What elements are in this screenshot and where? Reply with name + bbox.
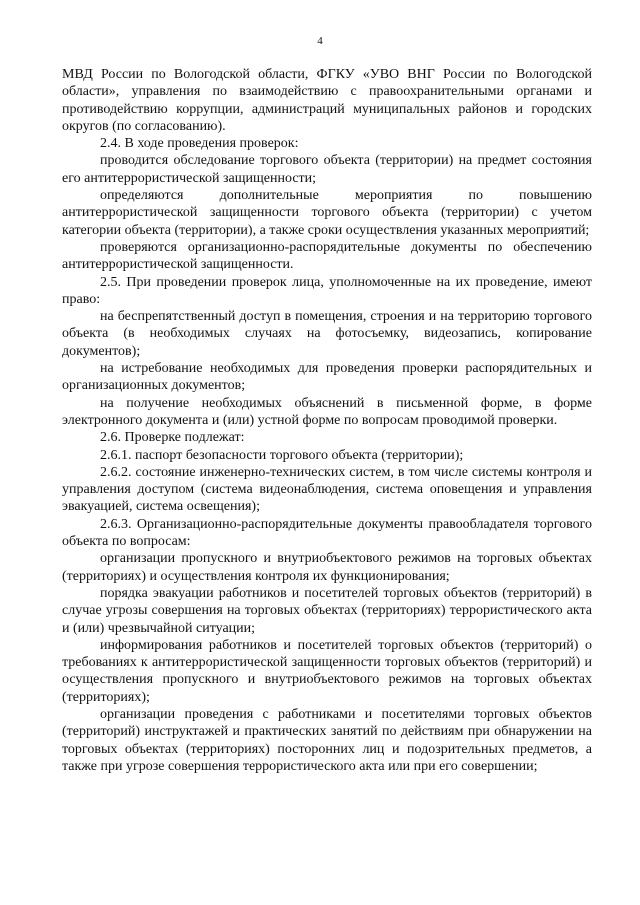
- paragraph: порядка эвакуации работников и посетителей торговых объектов (территорий) в случае угрозы совершения на торговых объектах (территориях) террористического акта и (или) чрезвычайной ситуации;: [62, 585, 592, 636]
- paragraph: организации пропускного и внутриобъектового режимов на торговых объектах (территориях) и осуществления контроля их функционирования;: [62, 551, 592, 584]
- paragraph: 2.4. В ходе проведения проверок:: [100, 136, 299, 152]
- paragraph: организации проведения с работниками и посетителями торговых объектов (территорий) инструктажей и практических занятий по действиям при обнаружении на торговых объектах (территориях) посторонних лиц и подозрительных предметов, а также при угрозе совершения террористического акта или при его совершении;: [62, 706, 592, 774]
- paragraph: информирования работников и посетителей торговых объектов (территорий) о требованиях к антитеррористической защищенности торговых объектов (территорий) и осуществления пропускного и внутриобъектового режимов на торговых объектах (территориях);: [62, 637, 592, 705]
- paragraph: определяются дополнительные мероприятия по повышению антитеррористической защищенности торгового объекта (территории) с учетом категории объекта (территории), а также сроки осуществления указанных мероприятий;: [62, 188, 592, 238]
- body-text: [62, 66, 592, 775]
- paragraph: на получение необходимых объяснений в письменной форме, в форме электронного документа и (или) устной форме по вопросам проводимой проверки.: [62, 395, 592, 428]
- paragraph: проверяются организационно-распорядительные документы по обеспечению антитеррористической защищенности.: [62, 239, 592, 273]
- paragraph: МВД России по Вологодской области, ФГКУ «УВО ВНГ России по Вологодской области», управления по взаимодействию с правоохранительными органами и противодействию коррупции, администраций муниципальных районов и городских округов (по согласованию).: [62, 67, 592, 134]
- paragraph: 2.6.3. Организационно-распорядительные документы правообладателя торгового объекта по вопросам:: [62, 516, 592, 550]
- paragraph: 2.6.1. паспорт безопасности торгового объекта (территории);: [100, 447, 464, 463]
- paragraph: 2.6. Проверке подлежат:: [100, 430, 245, 446]
- paragraph: 2.5. При проведении проверок лица, уполномоченные на их проведение, имеют право:: [62, 274, 592, 307]
- paragraph: на беспрепятственный доступ в помещения, строения и на территорию торгового объекта (в необходимых случаях на фотосъемку, видеозапись, копирование документов);: [62, 309, 592, 359]
- page-number: 4: [317, 35, 323, 47]
- paragraph: проводится обследование торгового объекта (территории) на предмет состояния его антитеррористической защищенности;: [62, 153, 592, 186]
- paragraph: на истребование необходимых для проведения проверки распорядительных и организационных документов;: [62, 361, 592, 394]
- paragraph: 2.6.2. состояние инженерно-технических систем, в том числе системы контроля и управления доступом (система видеонаблюдения, система оповещения и управления эвакуацией, система освещения);: [62, 464, 592, 515]
